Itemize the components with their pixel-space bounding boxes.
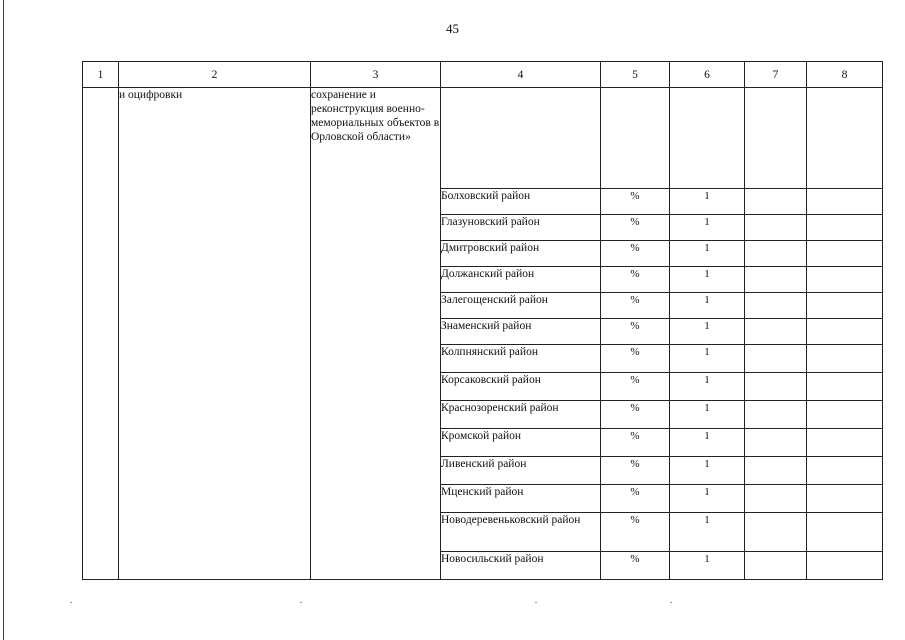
unit-cell: % [601, 401, 670, 429]
district-name: Краснозоренский район [441, 401, 601, 429]
col8-cell [807, 485, 883, 513]
col7-cell [745, 88, 807, 189]
col7-cell [745, 345, 807, 373]
col8-cell [807, 88, 883, 189]
col8-cell [807, 345, 883, 373]
value-cell: 1 [670, 552, 745, 580]
unit-cell: % [601, 189, 670, 215]
value-cell: 1 [670, 429, 745, 457]
district-name: Знаменский район [441, 319, 601, 345]
col3-cell: сохранение и реконструкция военно-мемориальных объектов в Орловской области» [311, 88, 441, 580]
value-cell: 1 [670, 345, 745, 373]
col7-cell [745, 267, 807, 293]
col8-cell [807, 267, 883, 293]
district-name: Новосильский район [441, 552, 601, 580]
col4-cell [441, 88, 601, 189]
district-name: Болховский район [441, 189, 601, 215]
col5-cell [601, 88, 670, 189]
col8-cell [807, 373, 883, 401]
district-name: Глазуновский район [441, 215, 601, 241]
col8-cell [807, 241, 883, 267]
value-cell: 1 [670, 485, 745, 513]
col7-cell [745, 373, 807, 401]
district-name: Корсаковский район [441, 373, 601, 401]
table-row [83, 88, 883, 189]
district-name: Кромской район [441, 429, 601, 457]
col8-cell [807, 189, 883, 215]
col7-cell [745, 241, 807, 267]
header-cell: 3 [311, 62, 441, 88]
col6-cell [670, 88, 745, 189]
col1-cell [83, 88, 119, 580]
col7-cell [745, 485, 807, 513]
scan-speck [535, 602, 537, 603]
col2-cell: и оцифровки [119, 88, 311, 580]
header-cell: 2 [119, 62, 311, 88]
unit-cell: % [601, 215, 670, 241]
header-cell: 1 [83, 62, 119, 88]
col8-cell [807, 552, 883, 580]
unit-cell: % [601, 552, 670, 580]
col8-cell [807, 429, 883, 457]
header-cell: 7 [745, 62, 807, 88]
district-name: Залегощенский район [441, 293, 601, 319]
district-name: Новодеревеньковский район [441, 513, 601, 552]
col8-cell [807, 457, 883, 485]
col8-cell [807, 319, 883, 345]
col7-cell [745, 319, 807, 345]
header-cell: 8 [807, 62, 883, 88]
header-cell: 6 [670, 62, 745, 88]
unit-cell: % [601, 267, 670, 293]
col7-cell [745, 293, 807, 319]
unit-cell: % [601, 345, 670, 373]
value-cell: 1 [670, 293, 745, 319]
value-cell: 1 [670, 401, 745, 429]
unit-cell: % [601, 513, 670, 552]
col7-cell [745, 457, 807, 485]
header-cell: 4 [441, 62, 601, 88]
district-name: Колпнянский район [441, 345, 601, 373]
district-name: Дмитровский район [441, 241, 601, 267]
data-table [82, 61, 883, 580]
district-name: Мценский район [441, 485, 601, 513]
value-cell: 1 [670, 267, 745, 293]
unit-cell: % [601, 241, 670, 267]
district-name: Должанский район [441, 267, 601, 293]
col8-cell [807, 401, 883, 429]
col7-cell [745, 552, 807, 580]
unit-cell: % [601, 457, 670, 485]
header-row [83, 62, 883, 88]
unit-cell: % [601, 293, 670, 319]
col7-cell [745, 401, 807, 429]
col8-cell [807, 513, 883, 552]
scan-speck [300, 602, 302, 603]
value-cell: 1 [670, 513, 745, 552]
page-number: 45 [446, 21, 459, 36]
col7-cell [745, 215, 807, 241]
value-cell: 1 [670, 241, 745, 267]
left-margin-line [3, 0, 4, 640]
unit-cell: % [601, 485, 670, 513]
col8-cell [807, 293, 883, 319]
scan-speck [70, 602, 72, 603]
unit-cell: % [601, 319, 670, 345]
value-cell: 1 [670, 457, 745, 485]
value-cell: 1 [670, 319, 745, 345]
value-cell: 1 [670, 215, 745, 241]
value-cell: 1 [670, 373, 745, 401]
value-cell: 1 [670, 189, 745, 215]
col7-cell [745, 189, 807, 215]
district-name: Ливенский район [441, 457, 601, 485]
col7-cell [745, 513, 807, 552]
col7-cell [745, 429, 807, 457]
header-cell: 5 [601, 62, 670, 88]
unit-cell: % [601, 373, 670, 401]
unit-cell: % [601, 429, 670, 457]
scan-speck [670, 602, 672, 603]
col8-cell [807, 215, 883, 241]
